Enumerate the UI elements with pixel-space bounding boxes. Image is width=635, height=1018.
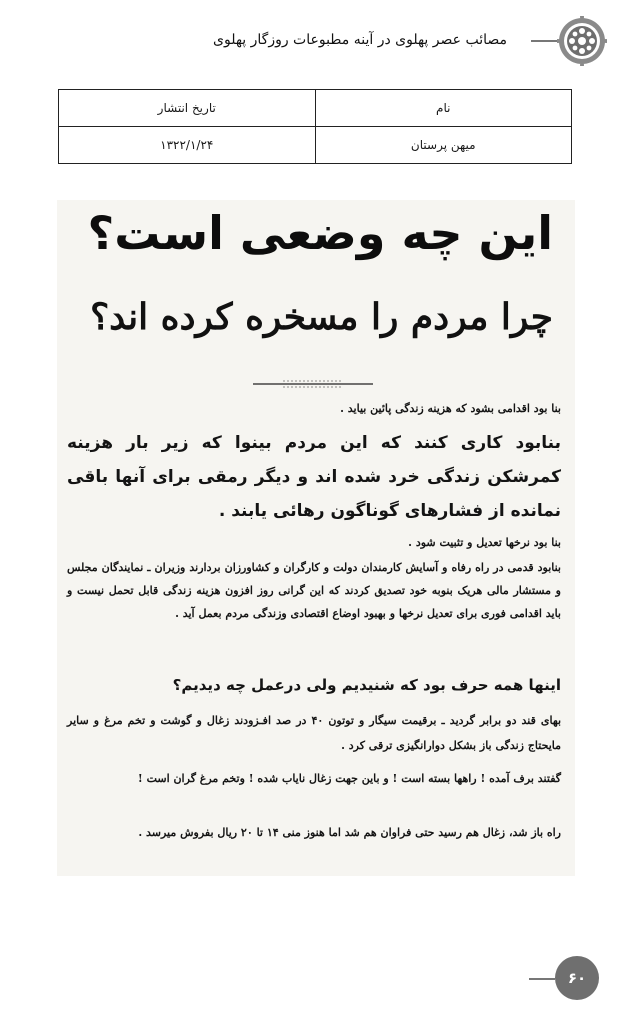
publication-info-table — [58, 89, 572, 164]
paragraph-3: بنا بود نرخها تعدیل و تثبیت شود . — [408, 536, 561, 549]
rosette-ornament-icon — [557, 16, 607, 66]
table-header-row — [59, 90, 572, 127]
newspaper-clipping — [57, 200, 575, 876]
page-number-badge: ۶۰ — [555, 956, 599, 1000]
footer-ornament-line — [529, 978, 555, 980]
paragraph-6: گفتند برف آمده ! راهها بسته است ! و باین جهت زغال نایاب شده ! وتخم مرغ گران است ! — [137, 772, 561, 785]
clipping-headline: این چه وضعی است؟ — [87, 206, 553, 260]
page-header — [0, 10, 635, 70]
date-column-header: تاریخ انتشار — [59, 90, 316, 127]
paragraph-1: بنا بود اقدامی بشود که هزینه زندگی پائین بیاید . — [340, 402, 561, 415]
publish-date-cell: ۱۳۲۲/۱/۲۴ — [59, 127, 316, 164]
ornamental-divider — [253, 380, 373, 388]
clipping-subheading: اینها همه حرف بود که شنیدیم ولی درعمل چه دیدیم؟ — [172, 676, 561, 694]
header-ornament-line — [531, 40, 557, 42]
paragraph-4: بنابود قدمی در راه رفاه و آسایش کارمندان دولت و کارگران و کشاورزان بردارند وزیران ـ نمایندگان مجلس و مستشار مالی هریک بنوبه خود تصدیق کردند که این گرانی روز افزون هزینه زندگی قابل تحمل نیست و باید اقدامی فوری برای تعدیل نرخها و بهبود اوضاع اقتصادی وزندگی مردم بعمل آید . — [67, 561, 561, 620]
paragraph-2: بنابود کاری کنند که این مردم بینوا که زیر بار هزینه کمرشکن زندگی خرد شده اند و دیگر رمقی برای آنها باقی نمانده از فشارهای گوناگون رهائی یابند . — [67, 433, 561, 521]
clipping-subheadline: چرا مردم را مسخره کرده اند؟ — [90, 296, 553, 338]
newspaper-name-cell: میهن پرستان — [315, 127, 572, 164]
paragraph-7: راه باز شد، زغال هم رسید حتی فراوان هم شد اما هنوز منی ۱۴ تا ۲۰ ریال بفروش میرسد . — [138, 826, 561, 839]
name-column-header: نام — [315, 90, 572, 127]
book-title: مصائب عصر پهلوی در آینه مطبوعات روزگار پهلوی — [213, 32, 507, 48]
table-row — [59, 127, 572, 164]
paragraph-5: بهای قند دو برابر گردید ـ برقیمت سیگار و توتون ۴۰ در صد افـزودند زغال و گوشت و تخم مرغ و سایر مایحتاج زندگی باز بشکل دوارانگیزی ترقی کرد . — [67, 714, 562, 752]
